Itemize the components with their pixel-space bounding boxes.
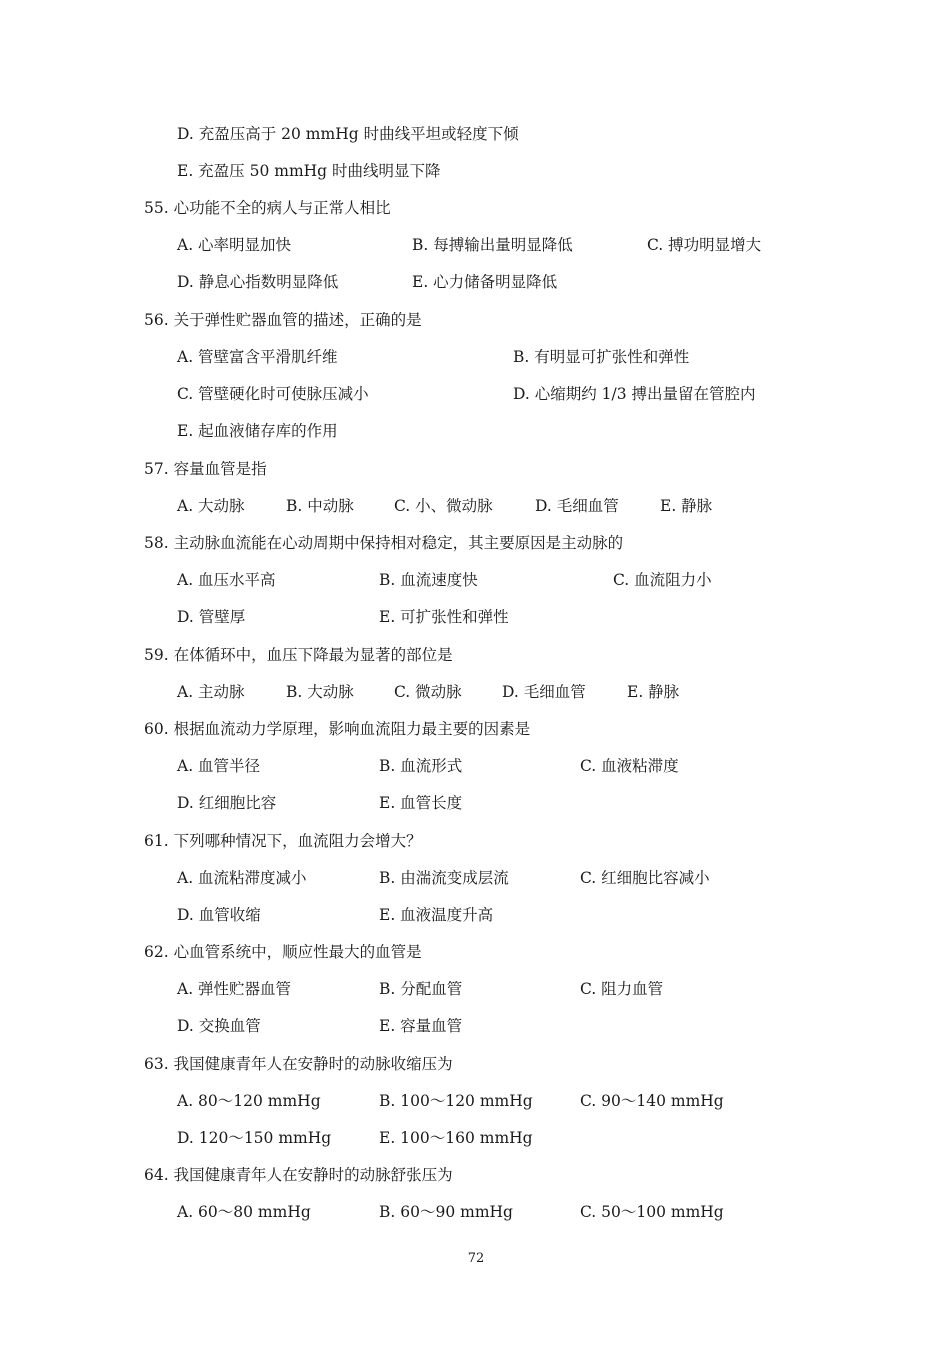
q57-option-a: A. 大动脉 <box>177 497 245 515</box>
q60-stem: 60. 根据血流动力学原理，影响血流阻力最主要的因素是 <box>144 720 531 738</box>
q58-stem: 58. 主动脉血流能在心动周期中保持相对稳定，其主要原因是主动脉的 <box>144 534 624 552</box>
q57-stem: 57. 容量血管是指 <box>144 460 267 478</box>
q57-option-b: B. 中动脉 <box>286 497 354 515</box>
q55-stem: 55. 心功能不全的病人与正常人相比 <box>144 199 391 217</box>
q59-option-e: E. 静脉 <box>627 683 680 701</box>
q56-option-d: D. 心缩期约 1/3 搏出量留在管腔内 <box>513 385 756 403</box>
q60-option-d: D. 红细胞比容 <box>177 794 277 812</box>
q63-stem: 63. 我国健康青年人在安静时的动脉收缩压为 <box>144 1055 453 1073</box>
q63-option-c: C. 90～140 mmHg <box>580 1092 724 1110</box>
q64-option-a: A. 60～80 mmHg <box>177 1203 311 1221</box>
q56-option-e: E. 起血液储存库的作用 <box>177 422 338 440</box>
q58-option-d: D. 管壁厚 <box>177 608 246 626</box>
q56-option-c: C. 管壁硬化时可使脉压减小 <box>177 385 369 403</box>
q58-option-c: C. 血流阻力小 <box>613 571 712 589</box>
q61-option-a: A. 血流粘滞度减小 <box>177 869 307 887</box>
page-number: 72 <box>467 1251 485 1266</box>
q55-option-d: D. 静息心指数明显降低 <box>177 273 339 291</box>
q55-option-e: E. 心力储备明显降低 <box>412 273 558 291</box>
q59-option-b: B. 大动脉 <box>286 683 354 701</box>
q60-option-b: B. 血流形式 <box>379 757 463 775</box>
q61-option-c: C. 红细胞比容减小 <box>580 869 710 887</box>
q55-option-c: C. 搏功明显增大 <box>647 236 762 254</box>
q56-option-b: B. 有明显可扩张性和弹性 <box>513 348 690 366</box>
q64-stem: 64. 我国健康青年人在安静时的动脉舒张压为 <box>144 1166 453 1184</box>
q61-stem: 61. 下列哪种情况下，血流阻力会增大？ <box>144 832 422 850</box>
q59-option-a: A. 主动脉 <box>177 683 245 701</box>
q60-option-a: A. 血管半径 <box>177 757 261 775</box>
q57-option-e: E. 静脉 <box>660 497 713 515</box>
q64-option-c: C. 50～100 mmHg <box>580 1203 724 1221</box>
q56-option-a: A. 管壁富含平滑肌纤维 <box>177 348 338 366</box>
q60-option-e: E. 血管长度 <box>379 794 463 812</box>
q59-stem: 59. 在体循环中，血压下降最为显著的部位是 <box>144 646 453 664</box>
q62-stem: 62. 心血管系统中，顺应性最大的血管是 <box>144 943 422 961</box>
q58-option-b: B. 血流速度快 <box>379 571 478 589</box>
q59-option-c: C. 微动脉 <box>394 683 462 701</box>
q63-option-b: B. 100～120 mmHg <box>379 1092 533 1110</box>
q60-option-c: C. 血液粘滞度 <box>580 757 679 775</box>
q58-option-e: E. 可扩张性和弹性 <box>379 608 509 626</box>
q62-option-d: D. 交换血管 <box>177 1017 261 1035</box>
q61-option-e: E. 血液温度升高 <box>379 906 494 924</box>
q59-option-d: D. 毛细血管 <box>502 683 586 701</box>
q62-option-a: A. 弹性贮器血管 <box>177 980 292 998</box>
q62-option-b: B. 分配血管 <box>379 980 463 998</box>
q61-option-d: D. 血管收缩 <box>177 906 261 924</box>
q54-option-e: E. 充盈压 50 mmHg 时曲线明显下降 <box>177 162 441 180</box>
q64-option-b: B. 60～90 mmHg <box>379 1203 513 1221</box>
q62-option-e: E. 容量血管 <box>379 1017 463 1035</box>
q62-option-c: C. 阻力血管 <box>580 980 664 998</box>
q56-stem: 56. 关于弹性贮器血管的描述，正确的是 <box>144 311 422 329</box>
q54-option-d: D. 充盈压高于 20 mmHg 时曲线平坦或轻度下倾 <box>177 125 519 143</box>
q61-option-b: B. 由湍流变成层流 <box>379 869 509 887</box>
q57-option-c: C. 小、微动脉 <box>394 497 493 515</box>
q55-option-a: A. 心率明显加快 <box>177 236 292 254</box>
q57-option-d: D. 毛细血管 <box>535 497 619 515</box>
q63-option-e: E. 100～160 mmHg <box>379 1129 533 1147</box>
q63-option-a: A. 80～120 mmHg <box>177 1092 321 1110</box>
q58-option-a: A. 血压水平高 <box>177 571 276 589</box>
q55-option-b: B. 每搏输出量明显降低 <box>412 236 573 254</box>
q63-option-d: D. 120～150 mmHg <box>177 1129 332 1147</box>
